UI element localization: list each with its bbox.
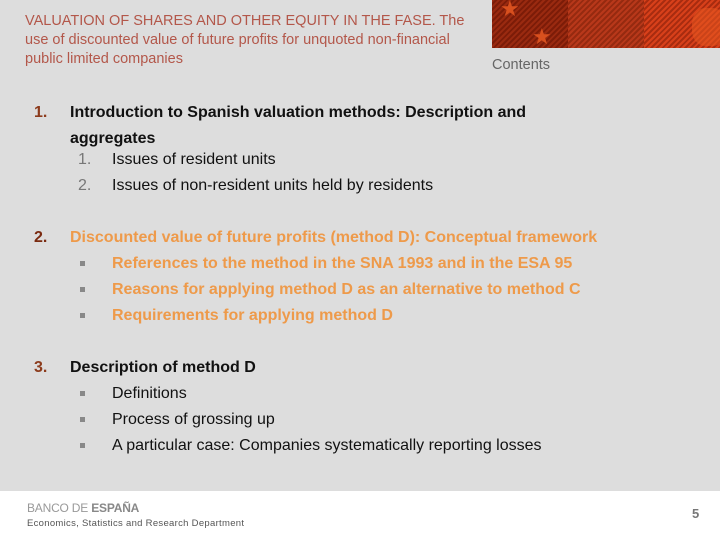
- bullet-icon: [80, 261, 85, 266]
- footer: [0, 491, 720, 540]
- section-number: 3.: [34, 359, 48, 376]
- bullet-icon: [80, 443, 85, 448]
- bullet-icon: [80, 313, 85, 318]
- star-icon: ★: [500, 0, 520, 21]
- department-label: Economics, Statistics and Research Department: [27, 518, 245, 529]
- banner-decoration: [692, 8, 720, 46]
- header-banner: [492, 0, 720, 48]
- section-heading: Introduction to Spanish valuation methods: Description and aggregates: [70, 104, 527, 147]
- section-number: 2.: [34, 229, 48, 246]
- list-marker: 2.: [78, 177, 92, 194]
- bullet-icon: [80, 391, 85, 396]
- section-heading: Description of method D: [70, 359, 256, 376]
- bank-logo: BANCO DE ESPAÑA: [27, 501, 140, 515]
- list-marker: 1.: [78, 151, 92, 168]
- star-icon: ★: [532, 24, 552, 48]
- slide-title: VALUATION OF SHARES AND OTHER EQUITY IN THE FASE. The use of discounted value of future profits for unquoted non-financial public limited companies: [25, 13, 465, 67]
- banner-panel-stars: [492, 0, 568, 48]
- section-number: 1.: [34, 104, 48, 121]
- section-heading: Discounted value of future profits (method D): Conceptual framework: [70, 229, 598, 246]
- banner-panel-bright: [644, 0, 720, 48]
- contents-label: Contents: [492, 57, 551, 73]
- page-number: 5: [692, 506, 700, 521]
- banner-panel-stripes: [568, 0, 644, 48]
- bullet-icon: [80, 287, 85, 292]
- bullet-icon: [80, 417, 85, 422]
